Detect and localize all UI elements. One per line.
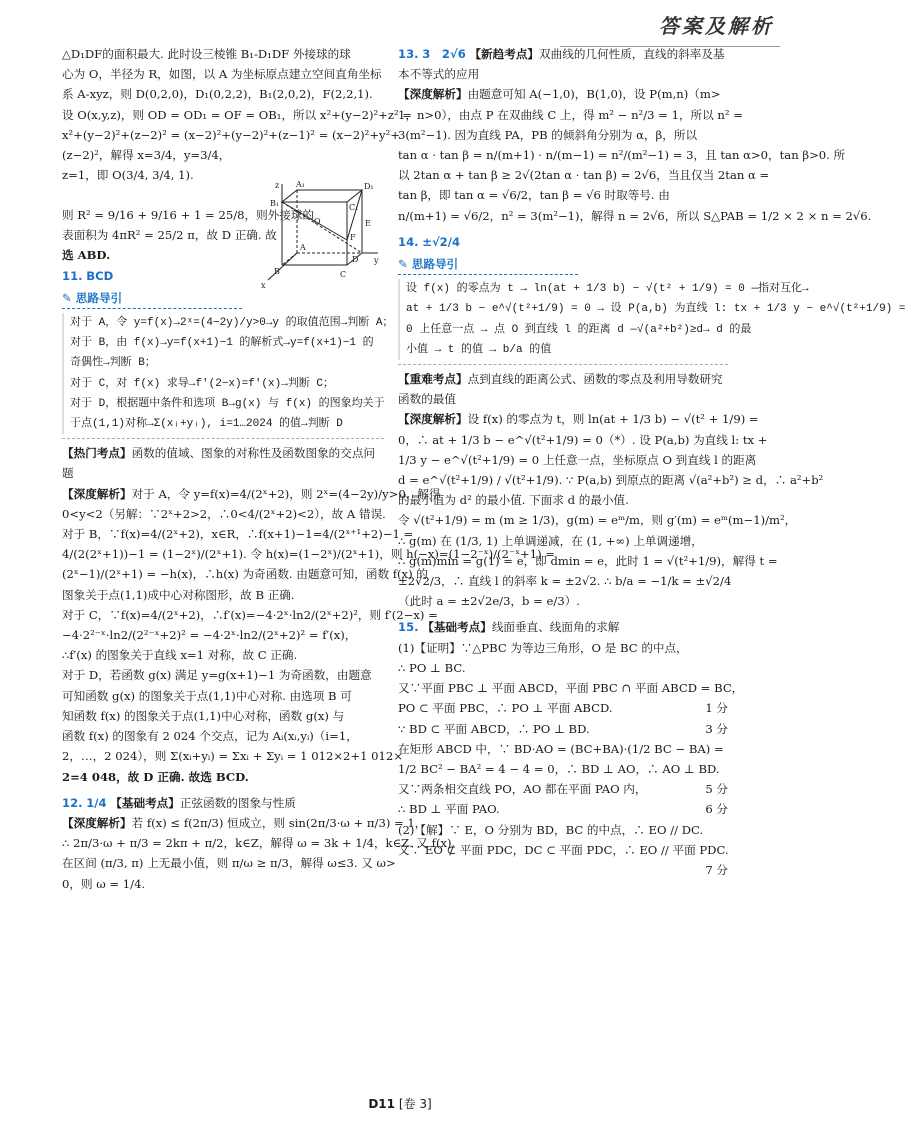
text-line: 表面积为 4πR² = 25/2 π，故 D 正确. 故 bbox=[62, 228, 277, 243]
text-line: tan α · tan β = n/(m+1) · n/(m−1) = n²/(m²−1) = 3，且 tan α>0，tan β>0. 所 bbox=[398, 148, 846, 163]
divider bbox=[398, 364, 728, 365]
label-b1: B₁ bbox=[270, 199, 280, 208]
guide-line: 小值 → t 的值 → b/a 的值 bbox=[406, 343, 552, 356]
text-line: ∴f′(x) 的图象关于直线 x=1 对称，故 C 正确. bbox=[62, 648, 298, 663]
text-line: 令 √(t²+1/9) = m (m ≥ 1/3)，g(m) = eᵐ/m，则 g′(m) = eᵐ(m−1)/m²， bbox=[398, 513, 797, 528]
proof-line bbox=[398, 840, 728, 860]
question-number: 14. bbox=[398, 234, 419, 249]
text-line: 1，n>0），由点 P 在双曲线 C 上，得 m² − n²/3 = 1，所以 n² = bbox=[398, 107, 743, 122]
tag-label: 【基础考点】 bbox=[110, 795, 180, 810]
analysis-text: 设 f(x) 的零点为 t，则 ln(at + 1/3 b) − √(t² + 1/9) = bbox=[467, 412, 759, 427]
text-line: 图象关于点(1,1)成中心对称图形，故 B 正确. bbox=[62, 587, 295, 602]
text-line: tan β，即 tan α = √6/2，tan β = √6 时取等号. 由 bbox=[398, 188, 670, 203]
text-line: 系 A-xyz，则 D(0,2,0)，D₁(0,2,2)，B₁(2,0,2)，F(2,2,1). bbox=[62, 87, 373, 102]
proof-text: 又∵两条相交直线 PO，AO 都在平面 PAO 内， bbox=[398, 782, 647, 797]
label-e: E bbox=[365, 219, 371, 228]
text-line bbox=[398, 409, 759, 429]
proof-text: 又∵ EO ⊄ 平面 PDC，DC ⊂ 平面 PDC，∴ EO // 平面 PDC. bbox=[398, 842, 729, 857]
proof-text: 1/2 BC² − BA² = 4 − 4 = 0，∴ BD ⊥ AO，∴ AO ⊥ BD. bbox=[398, 761, 720, 776]
label-f: F bbox=[350, 233, 356, 242]
text-line: 知函数 f(x) 的图象关于点(1,1)中心对称，函数 g(x) 与 bbox=[62, 708, 345, 723]
text-line: d = e^√(t²+1/9) / √(t²+1/9). ∵ P(a,b) 到原点的距离 √(a²+b²) ≥ d，∴ a²+b² bbox=[398, 473, 824, 488]
text-line: 3(m²−1). 因为直线 PA，PB 的倾斜角分别为 α，β，所以 bbox=[398, 127, 698, 142]
label-a: A bbox=[300, 243, 306, 252]
answer: 1/4 bbox=[86, 795, 107, 810]
label-d1: D₁ bbox=[364, 182, 374, 191]
guide-line: 0 上任意一点 → 点 O 到直线 l 的距离 d —√(a²+b²)≥d→ d 的最 bbox=[406, 323, 752, 336]
score-points: 3 分 bbox=[705, 721, 728, 736]
page-footer bbox=[0, 1095, 800, 1112]
proof-line bbox=[398, 799, 728, 819]
topic-text: 点到直线的距离公式、函数的零点及利用导数研究函数的最值 bbox=[398, 372, 723, 407]
text-line: x²+(y−2)²+(z−2)² = (x−2)²+(y−2)²+(z−1)² = (x−2)²+y²+ bbox=[62, 127, 400, 142]
text-line: 0，∴ at + 1/3 b − e^√(t²+1/9) = 0（*）. 设 P(a,b) 为直线 l: tx + bbox=[398, 432, 768, 447]
analysis-text: 对于 A，令 y=f(x)=4/(2ˣ+2)，则 2ˣ=(4−2y)/y>0，解得 bbox=[131, 486, 441, 501]
text-line: (2ˣ−1)/(2ˣ+1) = −h(x)，∴h(x) 为奇函数. 由题意可知，函数 f(x) 的 bbox=[62, 567, 428, 582]
label-d: D bbox=[352, 255, 359, 264]
text-line: 则 R² = 9/16 + 9/16 + 1 = 25/8，则外接球的 bbox=[62, 208, 315, 223]
guide-line: 对于 C，对 f(x) 求导→f′(2−x)=f′(x)→判断 C； bbox=[70, 377, 335, 390]
guide-line: 设 f(x) 的零点为 t → ln(at + 1/3 b) − √(t² + 1/9) = 0 —指对互化→ bbox=[406, 283, 809, 296]
tag-label: 【基础考点】 bbox=[422, 620, 492, 635]
page-number: D11 bbox=[368, 1097, 395, 1111]
text-line: 0<y<2（另解：∵2ˣ+2>2，∴0<4/(2ˣ+2)<2），故 A 错误. bbox=[62, 506, 386, 521]
proof-text: ∵ BD ⊂ 平面 ABCD，∴ PO ⊥ BD. bbox=[398, 721, 590, 736]
proof-line bbox=[398, 779, 728, 799]
text-line: 对于 C，∵f(x)=4/(2ˣ+2)，∴f′(x)=−4·2ˣ·ln2/(2ˣ+2)²，则 f′(2−x) = bbox=[62, 607, 438, 622]
text-line: 心为 O，半径为 R，如图，以 A 为坐标原点建立空间直角坐标 bbox=[62, 67, 382, 82]
answer: 3 2√6 bbox=[422, 47, 466, 61]
label-a1: A₁ bbox=[296, 180, 305, 189]
guide-line: 于点(1,1)对称→Σ(xᵢ+yᵢ), i=1…2024 的值→判断 D bbox=[70, 418, 343, 431]
text-line: 在区间 (π/3, π) 上无最小值，则 π/ω ≥ π/3，解得 ω≤3. 又 ω> bbox=[62, 856, 396, 871]
label-o: O bbox=[314, 217, 321, 226]
text-line bbox=[62, 484, 441, 504]
text-line: 函数 f(x) 的图象有 2 024 个交点，记为 Aᵢ(xᵢ,yᵢ)（i=1， bbox=[62, 729, 358, 744]
label-b: B bbox=[274, 267, 280, 276]
text-line: 对于 B，∵f(x)=4/(2ˣ+2)，x∈R，∴f(x+1)−1=4/(2ˣ⁺¹+2)−1 = bbox=[62, 527, 414, 542]
right-column bbox=[398, 44, 905, 880]
guide-heading: ✎ 思路导引 bbox=[398, 254, 578, 275]
question-13 bbox=[398, 44, 728, 84]
text-line: ∴ 2π/3·ω + π/3 = 2kπ + π/2，k∈Z，解得 ω = 3k + 1/4，k∈Z. 又 f(x) bbox=[62, 836, 452, 851]
proof-text: PO ⊂ 平面 PBC，∴ PO ⊥ 平面 ABCD. bbox=[398, 701, 613, 716]
divider bbox=[62, 438, 384, 439]
proof-text: 又∵平面 PBC ⊥ 平面 ABCD，平面 PBC ∩ 平面 ABCD = BC， bbox=[398, 681, 744, 696]
proof-line bbox=[398, 719, 728, 739]
text-line: 4/(2(2ˣ+1))−1 = (1−2ˣ)/(2ˣ+1). 令 h(x)=(1−2ˣ)/(2ˣ+1)，则 h(−x)=(1−2⁻ˣ)/(2⁻ˣ+1) = bbox=[62, 547, 555, 562]
tag-label: 【深度解析】 bbox=[62, 486, 132, 501]
analysis-text: 由题意可知 A(−1,0)，B(1,0)，设 P(m,n)（m> bbox=[467, 87, 721, 102]
tag-label: 【重难考点】 bbox=[398, 372, 468, 387]
text-line: ∴ g(m)min = g(1) = e，即 dmin = e，此时 1 = √(t²+1/9)，解得 t = bbox=[398, 553, 778, 568]
text-line: ±2√2/3，∴ 直线 l 的斜率 k = ±2√2. ∴ b/a = −1/k = ±√2/4 bbox=[398, 574, 732, 589]
guide-line: 对于 B，由 f(x)→y=f(x+1)−1 的解析式→y=f(x+1)−1 的 bbox=[70, 337, 374, 350]
tag-label: 【新趋考点】 bbox=[469, 47, 540, 61]
answer: BCD bbox=[86, 268, 114, 283]
label-x: x bbox=[261, 281, 266, 290]
guide-box bbox=[62, 313, 394, 434]
text-line: 可知函数 g(x) 的图象关于点(1,1)中心对称. 由选项 B 可 bbox=[62, 688, 352, 703]
answer: ±√2/4 bbox=[422, 234, 461, 249]
top-face bbox=[282, 190, 362, 202]
proof-line bbox=[398, 739, 728, 759]
guide-heading: ✎ 思路导引 bbox=[62, 288, 242, 309]
proof-text: 在矩形 ABCD 中，∵ BD·AO = (BC+BA)·(1/2 BC − BA) = bbox=[398, 741, 724, 756]
text-line bbox=[398, 84, 728, 104]
question-number: 12. bbox=[62, 795, 83, 810]
topic-text: 正弦函数的图象与性质 bbox=[179, 795, 296, 810]
text-line: （此时 a = ±2√2e/3，b = e/3）. bbox=[398, 594, 580, 609]
guide-label: 思路导引 bbox=[411, 257, 459, 272]
guide-line: at + 1/3 b − e^√(t²+1/9) = 0 → 设 P(a,b) 为直线 l: tx + 1/3 y − e^√(t²+1/9) = bbox=[406, 303, 905, 316]
text-line: 1/3 y − e^√(t²+1/9) = 0 上任意一点，坐标原点 O 到直线 l 的距离 bbox=[398, 452, 757, 467]
page-header-title: 答案及解析 bbox=[659, 14, 774, 38]
proof-text: (1)【证明】∵△PBC 为等边三角形，O 是 BC 的中点， bbox=[398, 640, 688, 655]
guide-line: 对于 A，令 y=f(x)→2ˣ=(4−2y)/y>0→y 的取值范围→判断 A； bbox=[70, 317, 394, 330]
proof-line bbox=[398, 820, 728, 840]
text-line: 2，…，2 024），则 Σ(xᵢ+yᵢ) = Σxᵢ + Σyᵢ = 1 012×2+1 012× bbox=[62, 749, 404, 764]
text-line bbox=[62, 813, 427, 833]
tag-label: 【深度解析】 bbox=[62, 815, 132, 830]
guide-line: 奇偶性→判断 B； bbox=[70, 357, 156, 370]
question-number: 13. bbox=[398, 47, 419, 61]
text-line: △D₁DF的面积最大. 此时设三棱锥 B₁-D₁DF 外接球的球 bbox=[62, 47, 351, 61]
key-topic bbox=[398, 369, 728, 409]
hot-topic bbox=[62, 443, 384, 483]
question-14 bbox=[398, 232, 728, 252]
proof-text: ∴ PO ⊥ BC. bbox=[398, 660, 466, 675]
proof-text: ∴ BD ⊥ 平面 PAO. bbox=[398, 802, 500, 817]
proof-text: (2)【解】∵ E，O 分别为 BD，BC 的中点，∴ EO // DC. bbox=[398, 822, 704, 837]
question-number: 15. bbox=[398, 620, 419, 635]
analysis-text: 若 f(x) ≤ f(2π/3) 恒成立，则 sin(2π/3·ω + π/3) = 1， bbox=[131, 815, 427, 830]
text-line: (z−2)²，解得 x=3/4，y=3/4，z=1，即 O(3/4, 3/4, 1). bbox=[62, 148, 231, 183]
label-z: z bbox=[275, 181, 280, 190]
proof-line bbox=[398, 698, 728, 718]
score-points: 5 分 bbox=[705, 782, 728, 797]
proof-line bbox=[398, 658, 728, 678]
volume-label: [卷 3] bbox=[398, 1097, 432, 1111]
text-line: 以 2tan α + tan β ≥ 2√(2tan α · tan β) = 2√6，当且仅当 2tan α = bbox=[398, 168, 770, 183]
question-15 bbox=[398, 617, 728, 637]
text-line: 对于 D，若函数 g(x) 满足 y=g(x+1)−1 为奇函数，由题意 bbox=[62, 668, 372, 683]
guide-line: 对于 D，根据题中条件和选项 B→g(x) 与 f(x) 的图象均关于 bbox=[70, 397, 385, 410]
text-line: 2=4 048，故 D 正确. 故选 BCD. bbox=[62, 769, 249, 784]
score-points: 1 分 bbox=[705, 701, 728, 716]
guide-label: 思路导引 bbox=[75, 290, 123, 305]
tag-label: 【深度解析】 bbox=[398, 87, 468, 102]
text-line: 设 O(x,y,z)，则 OD = OD₁ = OF = OB₁，所以 x²+(y−2)²+z² = bbox=[62, 107, 413, 122]
text-line: −4·2²⁻ˣ·ln2/(2²⁻ˣ+2)² = −4·2ˣ·ln2/(2ˣ+2)² = f′(x)， bbox=[62, 628, 357, 643]
tag-label: 【深度解析】 bbox=[398, 412, 468, 427]
topic-text: 双曲线的几何性质，直线的斜率及基本不等式的应用 bbox=[398, 47, 725, 82]
tag-label: 【热门考点】 bbox=[62, 446, 132, 461]
text-line: 选 ABD. bbox=[62, 248, 111, 263]
proof-line bbox=[398, 638, 728, 658]
text-line: ∴ g(m) 在 (1/3, 1) 上单调递减，在 (1, +∞) 上单调递增， bbox=[398, 533, 703, 548]
topic-text: 函数的值域、图象的对称性及函数图象的交点问题 bbox=[62, 446, 376, 481]
label-c1: C₁ bbox=[349, 203, 359, 212]
question-12 bbox=[62, 793, 384, 813]
text-line: n/(m+1) = √6/2，n² = 3(m²−1)，解得 n = 2√6，所以 S△PAB = 1/2 × 2 × n = 2√6. bbox=[398, 208, 872, 223]
text-line: 的最小值为 d² 的最小值. 下面求 d 的最小值. bbox=[398, 493, 629, 508]
cube-figure bbox=[252, 180, 382, 298]
score-points: 6 分 bbox=[705, 802, 728, 817]
score-points: 7 分 bbox=[705, 862, 728, 877]
guide-box bbox=[398, 279, 905, 360]
label-y: y bbox=[374, 256, 379, 265]
topic-text: 线面垂直、线面角的求解 bbox=[491, 620, 620, 635]
label-c: C bbox=[340, 270, 347, 279]
text-line: 0，则 ω = 1/4. bbox=[62, 876, 146, 891]
question-number: 11. bbox=[62, 268, 83, 283]
